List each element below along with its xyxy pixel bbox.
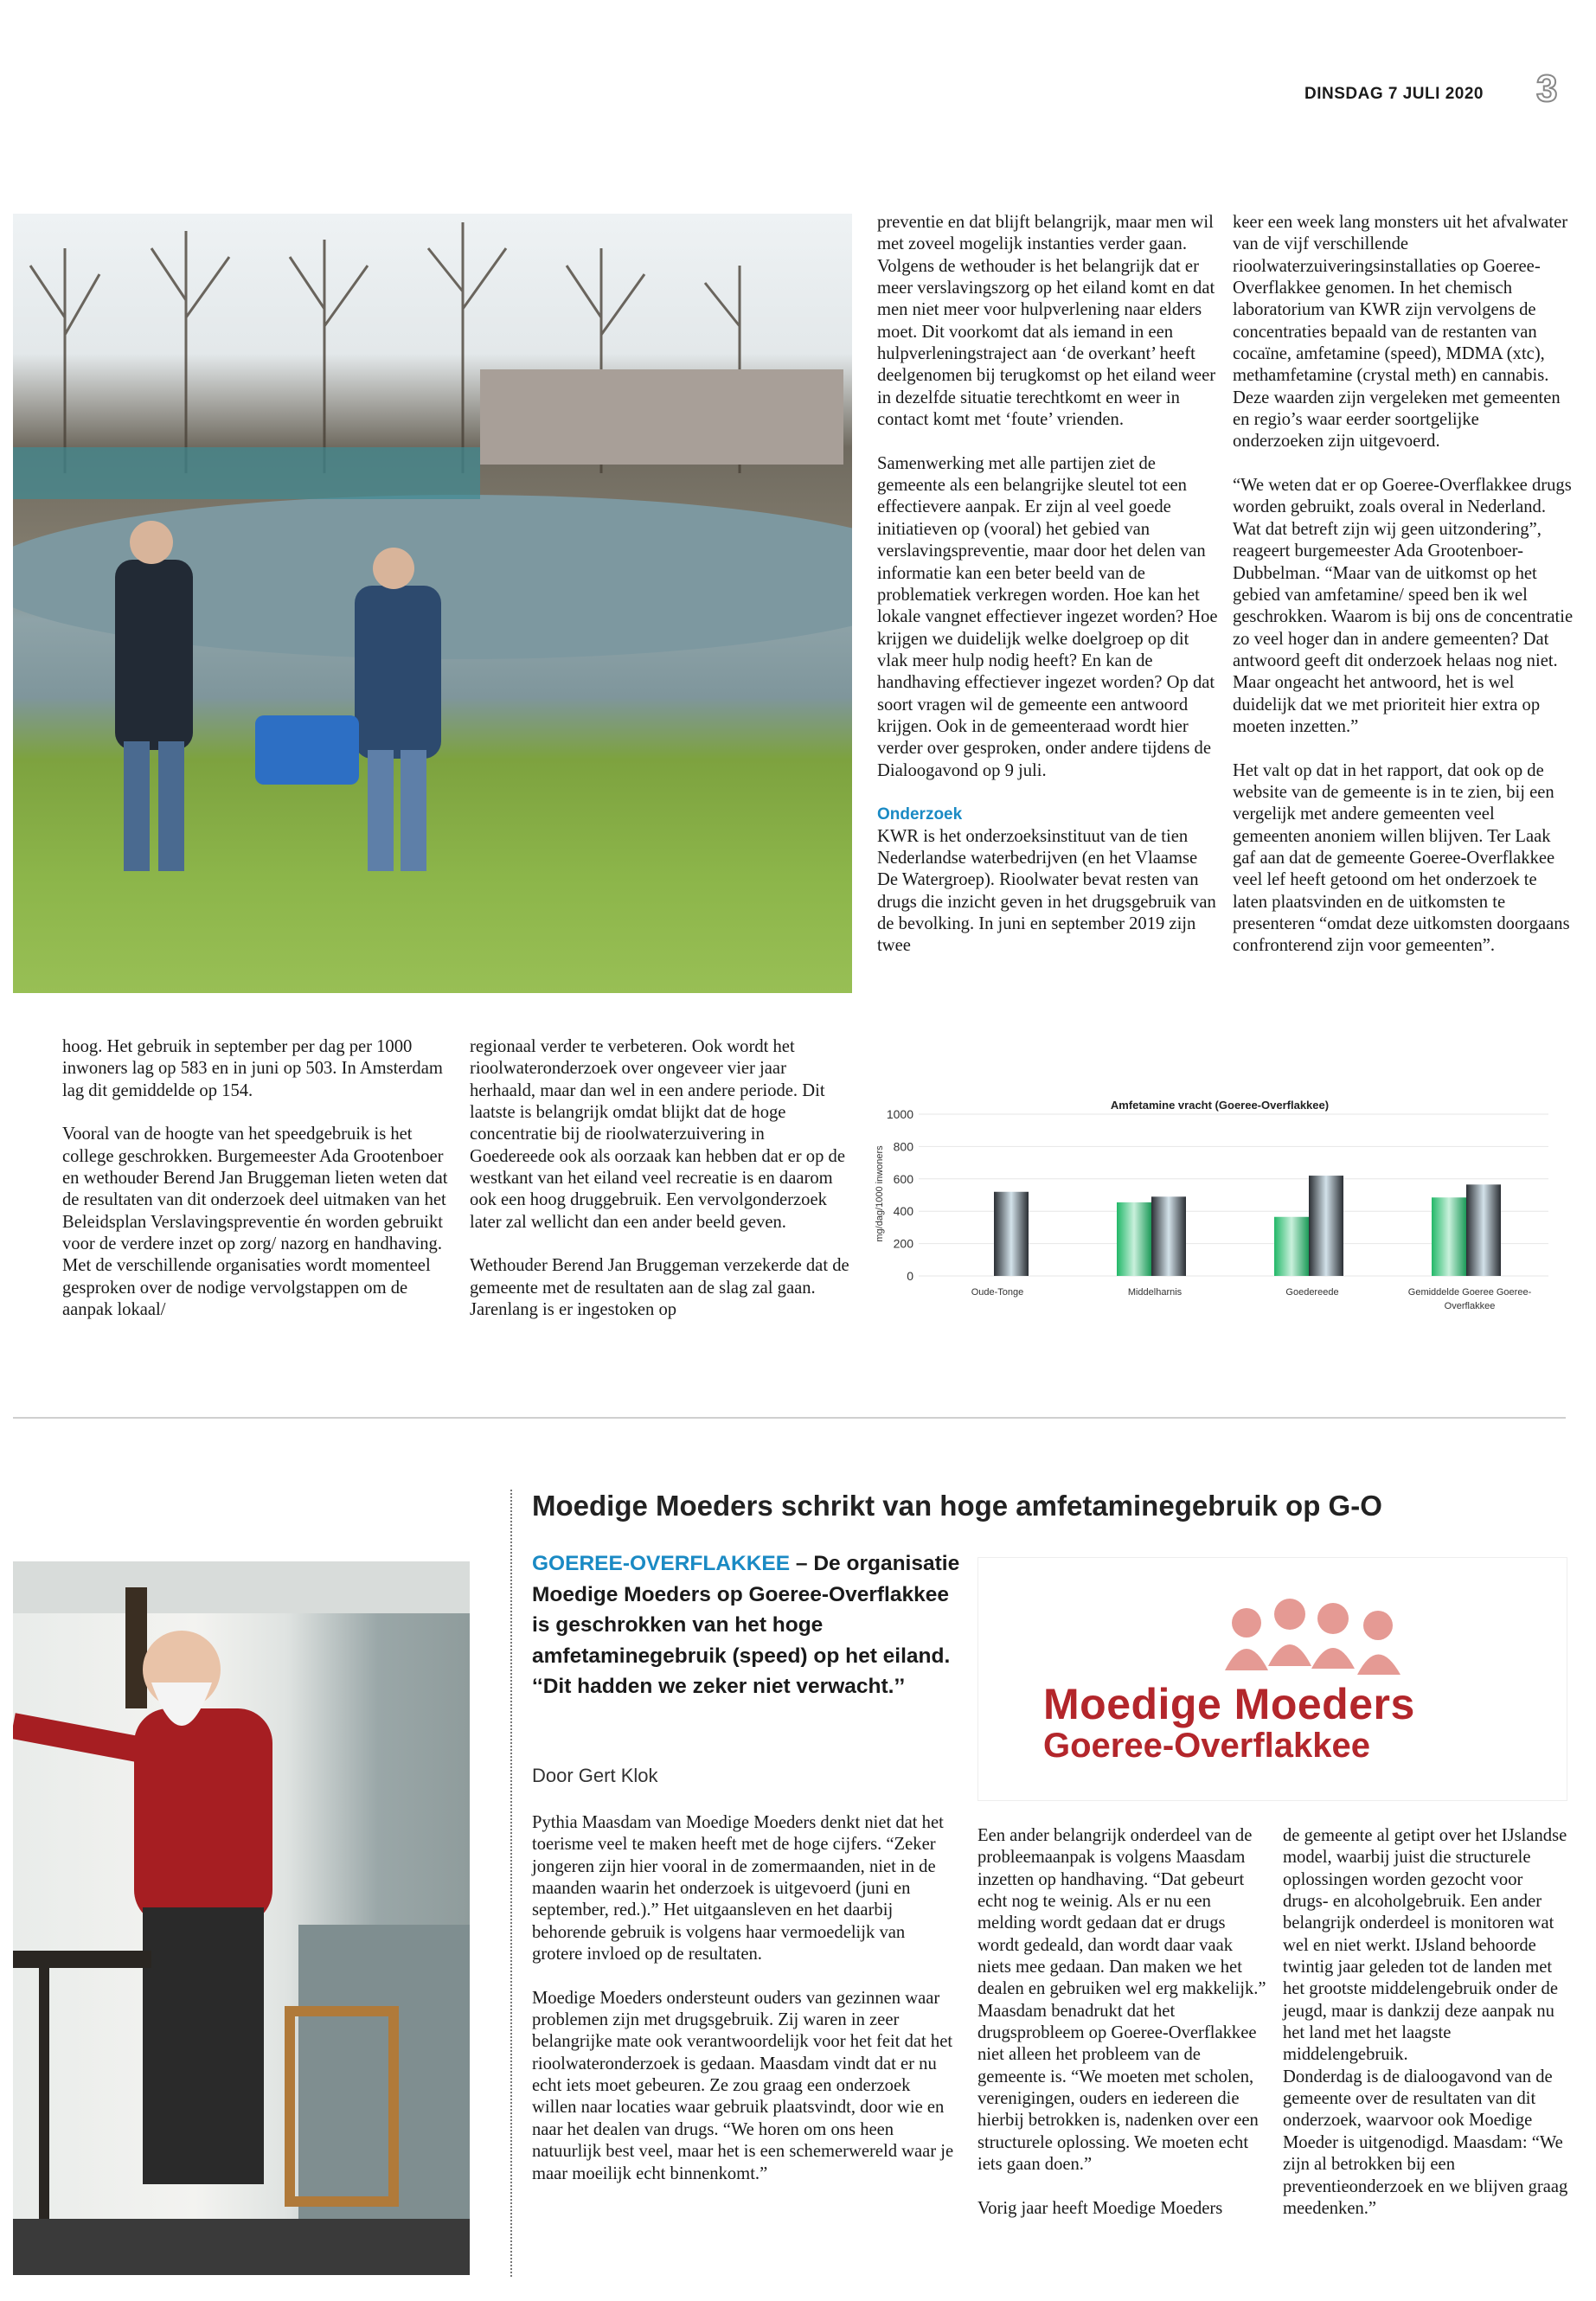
article2-lead — [532, 1548, 965, 1702]
paragraph: de gemeente al getipt over het IJslandse model, waarbij juist die structurele oplossingen worden gezocht voor drugs- en alcoholgebruik. Een ander belangrijk onderdeel is monitoren wat wel en niet werkt. IJsland behoorde twintig jaar geleden tot de landen met het grootste middelengebruik onder de jeugd, maar is dankzij deze aanpak nu het land met het laagste middelengebruik. — [1283, 1826, 1567, 2065]
y-tick-label: 0 — [907, 1269, 913, 1283]
bar-juni — [1117, 1202, 1151, 1276]
article1-column-1 — [62, 1036, 452, 1321]
logo-text-main: Moedige Moeders — [1043, 1680, 1415, 1728]
article2-column-3 — [1283, 1825, 1573, 2220]
paragraph: KWR is het onderzoeksinstituut van de tien Nederlandse waterbedrijven (en het Vlaamse De Watergroep). Rioolwater bevat resten van drugs die inzicht geven in het drugsgebruik van de bevolking. In juni en september 2019 zijn twee — [877, 826, 1216, 956]
paragraph: preventie en dat blijft belangrijk, maar men wil met zoveel mogelijk instanties verder gaan. Volgens de wethouder is het belangrijk dat er meer verslavingszorg op het eiland komt en dat men niet meer voor hulpverlening naar elders moet. Dit voorkomt dat als iemand in een hulpverleningstraject aan ‘de overkant’ heeft deelgenomen bij terugkomst op het eiland weer in dezelfde situatie terechtkomt en weer in contact komt met ‘foute’ vrienden. — [877, 213, 1216, 430]
article1-column-4 — [1233, 212, 1574, 958]
paragraph: Vooral van de hoogte van het speedgebruik is het college geschrokken. Burgemeester Ada Grootenboer en wethouder Berend Jan Bruggeman lieten weten dat de resultaten van dit onderzoek deel uitmaken van het Beleidsplan Verslavingspreventie én worden gebruikt voor de verdere inzet op zorg/ nazorg en handhaving. Met de verschillende organisaties wordt momenteel gesproken over de nodige vervolgstappen om de aanpak lokaal/ — [62, 1125, 448, 1320]
y-tick-label: 400 — [893, 1204, 913, 1219]
paragraph: Wethouder Berend Jan Bruggeman verzekerde dat de gemeente met de resultaten aan de slag zal gaan. Jarenlang is er ingestoken op — [470, 1256, 849, 1320]
x-tick-label: Oude-Tonge — [971, 1287, 1024, 1298]
paragraph: Donderdag is de dialoogavond van de gemeente over de resultaten van dit onderzoek, waarvoor ook Moedige Moeder is uitgenodigd. Maasdam: “We zijn al betrokken bij een preventieonderzoek en we blijven graag meedenken.” — [1283, 2067, 1568, 2218]
lead-text: – De organisatie Moedige Moeders op Goeree-Overflakkee is geschrokken van het hoge amfetaminegebruik (speed) op het eiland. ‘‘Dit hadden we zeker niet verwacht.’’ — [532, 1552, 960, 1698]
y-tick-label: 600 — [893, 1171, 913, 1186]
byline: Door Gert Klok — [532, 1765, 658, 1786]
page-number: 3 — [1536, 67, 1558, 110]
x-tick-label: Middelharnis — [1127, 1287, 1183, 1298]
article2-column-1 — [532, 1812, 956, 2185]
chart-title: Amfetamine vracht (Goeree-Overflakkee) — [1110, 1099, 1330, 1112]
amfetamine-bar-chart — [874, 1099, 1557, 1349]
paragraph: Pythia Maasdam van Moedige Moeders denkt niet dat het toerisme veel te maken heeft met de hoge cijfers. “Zeker jongeren zijn hier vooral in de zomermaanden, niet in de maanden waarin het onderzoek is uitgevoerd (juni en september, red.).” Het uitgaansleven en het daarbij behorende gebruik is volgens haar vermoedelijk van grotere invloed op de resultaten. — [532, 1813, 944, 1965]
bar-september — [994, 1192, 1029, 1276]
photo-water-treatment — [13, 214, 852, 993]
bar-september — [1466, 1184, 1501, 1276]
lead-placename: GOEREE-OVERFLAKKEE — [532, 1552, 791, 1575]
y-tick-label: 1000 — [886, 1107, 913, 1121]
paragraph: keer een week lang monsters uit het afvalwater van de vijf verschillende rioolwaterzuiveringsinstallaties op Goeree-Overflakkee genomen. In het chemisch laboratorium van KWR zijn vervolgens de concentraties bepaald van de restanten van cocaïne, amfetamine (speed), MDMA (xtc), methamfetamine (crystal meth) en cannabis. Deze waarden zijn vergeleken met gemeenten en regio’s waar eerder soortgelijke onderzoeken zijn uitgevoerd. — [1233, 213, 1568, 452]
x-tick-label: Gemiddelde Goeree Goeree- — [1407, 1287, 1532, 1298]
y-tick-label: 800 — [893, 1139, 913, 1154]
bar-juni — [1432, 1197, 1466, 1276]
y-tick-label: 200 — [893, 1236, 913, 1251]
bar-september — [1309, 1176, 1343, 1276]
paragraph: hoog. Het gebruik in september per dag per 1000 inwoners lag op 583 en in juni op 503. In Amsterdam lag dit gemiddelde op 154. — [62, 1037, 443, 1100]
mothers-silhouette-icon — [978, 1558, 1567, 1679]
paragraph: Samenwerking met alle partijen ziet de gemeente als een belangrijke sleutel tot een effectievere aanpak. Er zijn al veel goede initiatieven op (vooral) het gebied van verslavingspreventie, maar door het delen van informatie kan een beter beeld van de problematiek verkregen worden. Hoe kan het lokale vangnet effectiever ingezet worden? Hoe krijgen we duidelijk welke doelgroep op dit vlak meer hulp nodig heeft? En kan de handhaving effectiever ingezet worden? Op dat soort vragen wil de gemeente een antwoord krijgen. Ook in de gemeenteraad wordt hier verder over gesproken, onder andere tijdens de Dialoogavond op 9 juli. — [877, 453, 1218, 780]
issue-date: DINSDAG 7 JULI 2020 — [1304, 85, 1484, 103]
paragraph: Een ander belangrijk onderdeel van de probleemaanpak is volgens Maasdam inzetten op handhaving. “Dat gebeurt echt nog te weinig. Als er nu een melding wordt gedaan dat er drugs wordt gedeald, dan wordt daar vaak niets mee gedaan. Dan maken we het dealen en gebruiken wel erg makkelijk.” Maasdam benadrukt dat het drugsprobleem op Goeree-Overflakkee niet alleen het probleem van de gemeente is. “We moeten met scholen, verenigingen, ouders en iedereen die hierbij betrokken is, nadenken over een structurele oplossing. We moeten echt iets gaan doen.” — [977, 1826, 1266, 2175]
bar-september — [1151, 1196, 1186, 1276]
bar-juni — [1274, 1217, 1309, 1276]
y-axis-label: mg/dag/1000 inwoners — [875, 1145, 885, 1242]
photo-presenter — [13, 1561, 470, 2275]
x-tick-label: Goedereede — [1285, 1287, 1339, 1298]
logo-text-region: Goeree-Overflakkee — [1043, 1727, 1371, 1765]
paragraph: Het valt op dat in het rapport, dat ook op de website van de gemeente is in te zien, bij een vergelijk met andere gemeenten veel gemeenten anoniem willen blijven. Ter Laak gaf aan dat de gemeente Goeree-Overflakkee veel lef heeft getoond om het onderzoek te laten plaatsvinden en de uitkomsten te presenteren “omdat deze uitkomsten doorgaans confronterend zijn voor gemeenten”. — [1233, 760, 1570, 956]
column-rule — [510, 1490, 512, 2277]
paragraph: Vorig jaar heeft Moedige Moeders — [977, 2198, 1223, 2218]
subheading-onderzoek: Onderzoek — [877, 805, 963, 824]
paragraph: “We weten dat er op Goeree-Overflakkee drugs worden gebruikt, zoals overal in Nederland. Wat dat betreft zijn wij geen uitzondering”, reageert burgemeester Ada Grootenboer-Dubbelman. “Maar van de uitkomst op het gebied van amfetamine/ speed ben ik wel geschrokken. Waarom is bij ons de concentratie zo veel hoger dan in andere gemeenten? Dat antwoord geeft dit onderzoek helaas nog niet. Maar ongeacht het antwoord, het is wel duidelijk dat we met prioriteit hier extra op moeten inzetten.” — [1233, 476, 1574, 736]
article1-column-2 — [470, 1036, 850, 1321]
paragraph: Moedige Moeders ondersteunt ouders van gezinnen waar problemen zijn met drugsgebruik. Zij waren in zeer belangrijke mate ook verantwoordelijk voor het feit dat het rioolwateronderzoek is gedaan. Maasdam vindt dat er nu echt iets moet gebeuren. Ze zou graag een onderzoek willen naar locaties waar gebruik plaatsvindt, door wie en naar het dealen van drugs. “We horen om ons heen natuurlijk best veel, maar het is een schemerwereld waar je maar moeilijk echt binnenkomt.” — [532, 1988, 954, 2183]
article1-column-3 — [877, 212, 1219, 958]
section-divider — [13, 1417, 1566, 1419]
article2-column-2 — [977, 1825, 1267, 2220]
x-tick-label: Overflakkee — [1444, 1301, 1496, 1311]
paragraph: regionaal verder te verbeteren. Ook wordt het rioolwateronderzoek over ongeveer vier jaar herhaald, maar dan wel in een andere periode. Dit laatste is belangrijk omdat blijkt dat de hoge concentratie bij de rioolwaterzuivering in Goedereede ook als oorzaak kan hebben dat er op de westkant van het eiland veel recreatie is en daarom ook een hoog druggebruik. Een vervolgonderzoek later zal wellicht dan een ander beeld geven. — [470, 1037, 845, 1232]
article2-headline: Moedige Moeders schrikt van hoge amfetaminegebruik op G-O — [532, 1490, 1382, 1522]
moedige-moeders-logo — [977, 1557, 1567, 1801]
